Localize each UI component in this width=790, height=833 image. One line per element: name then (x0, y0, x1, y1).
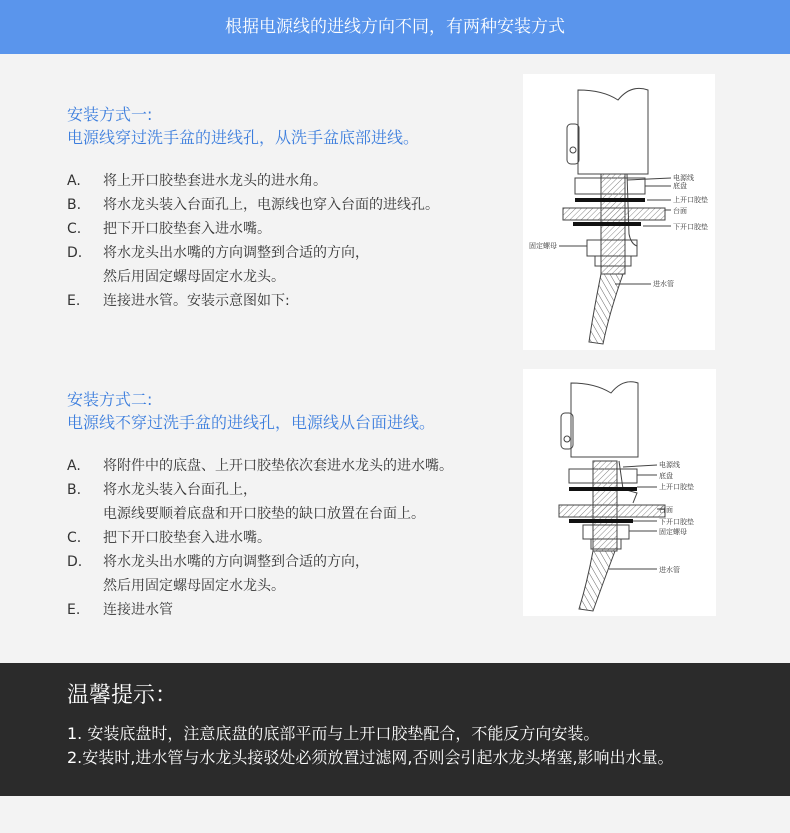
method-2-step-e: E. 连接进水管 (67, 602, 173, 618)
label-power-cord: 电源线 (673, 174, 694, 182)
tips-line-1: 1. 安装底盘时，注意底盘的底部平而与上开口胶垫配合，不能反方向安装。 (67, 724, 600, 743)
label-upper-gasket: 上开口胶垫 (673, 196, 708, 204)
method-2-title: 安装方式二: (67, 390, 153, 409)
faucet-handle-shape (567, 124, 579, 164)
tips-panel (0, 663, 790, 796)
label-fixing-nut-2: 固定螺母 (659, 528, 687, 536)
faucet-body-shape-2 (571, 382, 638, 457)
label-lower-gasket-2: 下开口胶垫 (659, 518, 694, 526)
power-cord-shape-2 (619, 461, 637, 503)
method-2-step-a: A. 将附件中的底盘、上开口胶垫依次套进水龙头的进水嘴。 (67, 458, 453, 474)
faucet-diagram-2-svg (523, 369, 716, 616)
header-title: 根据电源线的进线方向不同，有两种安装方式 (225, 17, 565, 37)
method-2-step-d: D. 将水龙头出水嘴的方向调整到合适的方向， (67, 554, 369, 570)
method-1-step-e: E. 连接进水管。安装示意图如下: (67, 293, 290, 309)
method-1-step-b: B. 将水龙头装入台面孔上，电源线也穿入台面的进线孔。 (67, 197, 439, 213)
upper-gasket-shape-2 (569, 487, 637, 491)
method-1-subtitle: 电源线穿过洗手盆的进线孔，从洗手盆底部进线。 (67, 128, 420, 147)
method-2-step-d-cont: 然后用固定螺母固定水龙头。 (103, 578, 285, 594)
upper-gasket-shape (575, 198, 645, 202)
label-inlet-pipe: 进水管 (653, 280, 674, 288)
method-1-step-d: D. 将水龙头出水嘴的方向调整到合适的方向， (67, 245, 369, 261)
label-countertop: 台面 (673, 207, 687, 215)
method-1-diagram (523, 74, 715, 350)
method-2-steps (67, 454, 507, 622)
faucet-diagram-1-svg (523, 74, 715, 350)
method-2-step-c: C. 把下开口胶垫套入进水嘴。 (67, 530, 271, 546)
label-lower-gasket: 下开口胶垫 (673, 223, 708, 231)
method-2-subtitle: 电源线不穿过洗手盆的进线孔，电源线从台面进线。 (67, 413, 436, 432)
method-1-title: 安装方式一: (67, 105, 153, 124)
faucet-handle-knob-2 (564, 436, 570, 442)
faucet-body-shape (578, 88, 648, 174)
tips-line-2: 2.安装时,进水管与水龙头接驳处必须放置过滤网,否则会引起水龙头堵塞,影响出水量。 (67, 748, 674, 767)
lower-gasket-shape-2 (569, 519, 633, 523)
method-2-diagram (523, 369, 716, 616)
lower-gasket-shape (573, 222, 641, 226)
label-base-2: 底盘 (659, 472, 673, 480)
method-2-step-b-cont: 电源线要顺着底盘和开口胶垫的缺口放置在台面上。 (103, 506, 425, 522)
label-inlet-pipe-2: 进水管 (659, 566, 680, 574)
method-1-step-a: A. 将上开口胶垫套进水龙头的进水角。 (67, 173, 327, 189)
label-countertop-2: 台面 (659, 506, 673, 514)
method-2-section (67, 388, 507, 622)
tips-title: 温馨提示： (67, 683, 178, 708)
method-1-step-d-cont: 然后用固定螺母固定水龙头。 (103, 269, 285, 285)
method-1-section (67, 103, 507, 313)
label-base: 底盘 (673, 182, 687, 190)
label-upper-gasket-2: 上开口胶垫 (659, 483, 694, 491)
countertop-shape (563, 208, 665, 220)
countertop-shape-2 (559, 505, 665, 517)
label-fixing-nut: 固定螺母 (529, 242, 557, 250)
method-1-steps (67, 169, 507, 313)
method-2-step-b: B. 将水龙头装入台面孔上， (67, 482, 257, 498)
method-1-step-c: C. 把下开口胶垫套入进水嘴。 (67, 221, 271, 237)
faucet-handle-knob (570, 147, 576, 153)
inlet-pipe-shape-2 (579, 551, 615, 611)
page-header (0, 0, 790, 54)
label-power-cord-2: 电源线 (659, 461, 680, 469)
